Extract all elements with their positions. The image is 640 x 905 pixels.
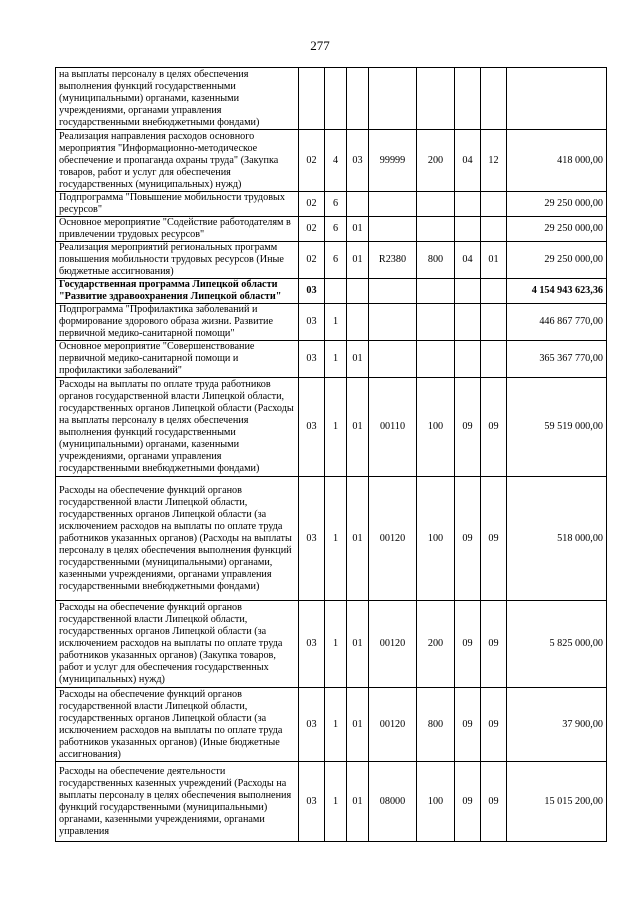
direction-code xyxy=(369,279,417,304)
table-row xyxy=(56,68,607,130)
section-code: 09 xyxy=(455,762,481,842)
amount: 59 519 000,00 xyxy=(507,378,607,477)
activity-code xyxy=(347,68,369,130)
subprogram-code: 1 xyxy=(325,378,347,477)
table-row xyxy=(56,192,607,217)
activity-code: 01 xyxy=(347,341,369,378)
expense-type-code: 100 xyxy=(417,378,455,477)
direction-code xyxy=(369,217,417,242)
expense-type-code: 200 xyxy=(417,130,455,192)
subsection-code: 12 xyxy=(481,130,507,192)
amount: 15 015 200,00 xyxy=(507,762,607,842)
subprogram-code: 1 xyxy=(325,304,347,341)
subprogram-code xyxy=(325,68,347,130)
section-code xyxy=(455,279,481,304)
row-name: Реализация мероприятий региональных программ повышения мобильности трудовых ресурсов (Иные бюджетные ассигнования) xyxy=(56,242,299,279)
program-code: 02 xyxy=(299,217,325,242)
section-code xyxy=(455,68,481,130)
activity-code xyxy=(347,304,369,341)
activity-code: 01 xyxy=(347,378,369,477)
table-row xyxy=(56,378,607,477)
row-name: Расходы на обеспечение функций органов государственной власти Липецкой области, государственных органов Липецкой области (за исключением расходов на выплаты по оплате труда работников указанных органов) (Закупка товаров, работ и услуг для обеспечения государственных (муниципальных) нужд) xyxy=(56,601,299,688)
subsection-code: 09 xyxy=(481,688,507,762)
row-name: Расходы на выплаты по оплате труда работников органов государственной власти Липецкой области, государственных органов Липецкой области (Расходы на выплаты персоналу в целях обеспечения выполнения функций государственными (муниципальными) органами, казенными учреждениями, органами управления государственными внебюджетными фондами) xyxy=(56,378,299,477)
expense-type-code xyxy=(417,279,455,304)
section-code: 09 xyxy=(455,688,481,762)
program-code: 03 xyxy=(299,477,325,601)
expense-type-code: 100 xyxy=(417,762,455,842)
expense-type-code xyxy=(417,68,455,130)
direction-code: 00120 xyxy=(369,688,417,762)
section-code xyxy=(455,192,481,217)
subprogram-code xyxy=(325,279,347,304)
subprogram-code: 6 xyxy=(325,217,347,242)
subsection-code xyxy=(481,279,507,304)
expense-type-code xyxy=(417,217,455,242)
direction-code xyxy=(369,304,417,341)
expense-type-code xyxy=(417,192,455,217)
activity-code xyxy=(347,279,369,304)
program-code: 03 xyxy=(299,304,325,341)
subsection-code: 09 xyxy=(481,378,507,477)
row-name: Подпрограмма "Профилактика заболеваний и формирование здорового образа жизни. Развитие первичной медико-санитарной помощи" xyxy=(56,304,299,341)
row-name: Расходы на обеспечение деятельности государственных казенных учреждений (Расходы на выплаты персоналу в целях обеспечения выполнения функций государственными (муниципальными) органами, казенными учреждениями, органами управления xyxy=(56,762,299,842)
amount: 4 154 943 623,36 xyxy=(507,279,607,304)
subprogram-code: 1 xyxy=(325,477,347,601)
subsection-code: 01 xyxy=(481,242,507,279)
expense-type-code: 800 xyxy=(417,688,455,762)
section-code xyxy=(455,341,481,378)
direction-code: 00110 xyxy=(369,378,417,477)
direction-code: 99999 xyxy=(369,130,417,192)
program-code: 03 xyxy=(299,762,325,842)
activity-code: 01 xyxy=(347,242,369,279)
program-code: 03 xyxy=(299,688,325,762)
activity-code: 03 xyxy=(347,130,369,192)
direction-code: 00120 xyxy=(369,601,417,688)
activity-code: 01 xyxy=(347,477,369,601)
activity-code: 01 xyxy=(347,762,369,842)
direction-code xyxy=(369,341,417,378)
row-name: Расходы на обеспечение функций органов государственной власти Липецкой области, государственных органов Липецкой области (за исключением расходов на выплаты по оплате труда работников указанных органов) (Иные бюджетные ассигнования) xyxy=(56,688,299,762)
row-name: на выплаты персоналу в целях обеспечения выполнения функций государственными (муниципальными) органами, казенными учреждениями, органами управления государственными внебюджетными фондами) xyxy=(56,68,299,130)
subprogram-code: 1 xyxy=(325,762,347,842)
program-code xyxy=(299,68,325,130)
subprogram-code: 4 xyxy=(325,130,347,192)
expense-type-code xyxy=(417,341,455,378)
program-code: 03 xyxy=(299,378,325,477)
program-code: 03 xyxy=(299,279,325,304)
activity-code: 01 xyxy=(347,688,369,762)
amount: 518 000,00 xyxy=(507,477,607,601)
table-row xyxy=(56,217,607,242)
row-name: Расходы на обеспечение функций органов государственной власти Липецкой области, государственных органов Липецкой области (за исключением расходов на выплаты по оплате труда работников указанных органов) (Расходы на выплаты персоналу в целях обеспечения выполнения функций государственными (муниципальными) органами, казенными учреждениями, органами управления государственными внебюджетными фондами) xyxy=(56,477,299,601)
section-code: 04 xyxy=(455,242,481,279)
section-code xyxy=(455,304,481,341)
row-name: Основное мероприятие "Содействие работодателям в привлечении трудовых ресурсов" xyxy=(56,217,299,242)
table-row xyxy=(56,688,607,762)
table-row xyxy=(56,762,607,842)
direction-code: R2380 xyxy=(369,242,417,279)
row-name: Государственная программа Липецкой области "Развитие здравоохранения Липецкой области" xyxy=(56,279,299,304)
subprogram-code: 1 xyxy=(325,688,347,762)
program-code: 03 xyxy=(299,341,325,378)
direction-code: 08000 xyxy=(369,762,417,842)
amount: 29 250 000,00 xyxy=(507,242,607,279)
row-name: Реализация направления расходов основного мероприятия "Информационно-методическое обеспечение и пропаганда охраны труда" (Закупка товаров, работ и услуг для обеспечения государственных (муниципальных) нужд) xyxy=(56,130,299,192)
table-row xyxy=(56,242,607,279)
subsection-code xyxy=(481,192,507,217)
activity-code: 01 xyxy=(347,217,369,242)
subsection-code: 09 xyxy=(481,601,507,688)
expense-type-code: 100 xyxy=(417,477,455,601)
direction-code xyxy=(369,68,417,130)
activity-code: 01 xyxy=(347,601,369,688)
amount: 5 825 000,00 xyxy=(507,601,607,688)
direction-code xyxy=(369,192,417,217)
table-row xyxy=(56,601,607,688)
amount: 365 367 770,00 xyxy=(507,341,607,378)
activity-code xyxy=(347,192,369,217)
subprogram-code: 6 xyxy=(325,192,347,217)
subprogram-code: 6 xyxy=(325,242,347,279)
page-number: 277 xyxy=(310,38,330,53)
subsection-code xyxy=(481,68,507,130)
program-code: 02 xyxy=(299,242,325,279)
subsection-code xyxy=(481,341,507,378)
amount: 446 867 770,00 xyxy=(507,304,607,341)
row-name: Подпрограмма "Повышение мобильности трудовых ресурсов" xyxy=(56,192,299,217)
amount: 37 900,00 xyxy=(507,688,607,762)
table-row xyxy=(56,341,607,378)
expense-type-code: 800 xyxy=(417,242,455,279)
table-row xyxy=(56,477,607,601)
expense-type-code: 200 xyxy=(417,601,455,688)
amount: 418 000,00 xyxy=(507,130,607,192)
table-row xyxy=(56,304,607,341)
subprogram-code: 1 xyxy=(325,341,347,378)
amount: 29 250 000,00 xyxy=(507,192,607,217)
section-code xyxy=(455,217,481,242)
program-code: 02 xyxy=(299,130,325,192)
table-row xyxy=(56,130,607,192)
section-code: 09 xyxy=(455,378,481,477)
subsection-code xyxy=(481,304,507,341)
program-code: 03 xyxy=(299,601,325,688)
subprogram-code: 1 xyxy=(325,601,347,688)
table-row xyxy=(56,279,607,304)
section-code: 04 xyxy=(455,130,481,192)
budget-table xyxy=(55,67,607,842)
amount: 29 250 000,00 xyxy=(507,217,607,242)
subsection-code: 09 xyxy=(481,762,507,842)
subsection-code: 09 xyxy=(481,477,507,601)
section-code: 09 xyxy=(455,477,481,601)
amount xyxy=(507,68,607,130)
direction-code: 00120 xyxy=(369,477,417,601)
section-code: 09 xyxy=(455,601,481,688)
expense-type-code xyxy=(417,304,455,341)
row-name: Основное мероприятие "Совершенствование первичной медико-санитарной помощи и профилактики заболеваний" xyxy=(56,341,299,378)
subsection-code xyxy=(481,217,507,242)
program-code: 02 xyxy=(299,192,325,217)
